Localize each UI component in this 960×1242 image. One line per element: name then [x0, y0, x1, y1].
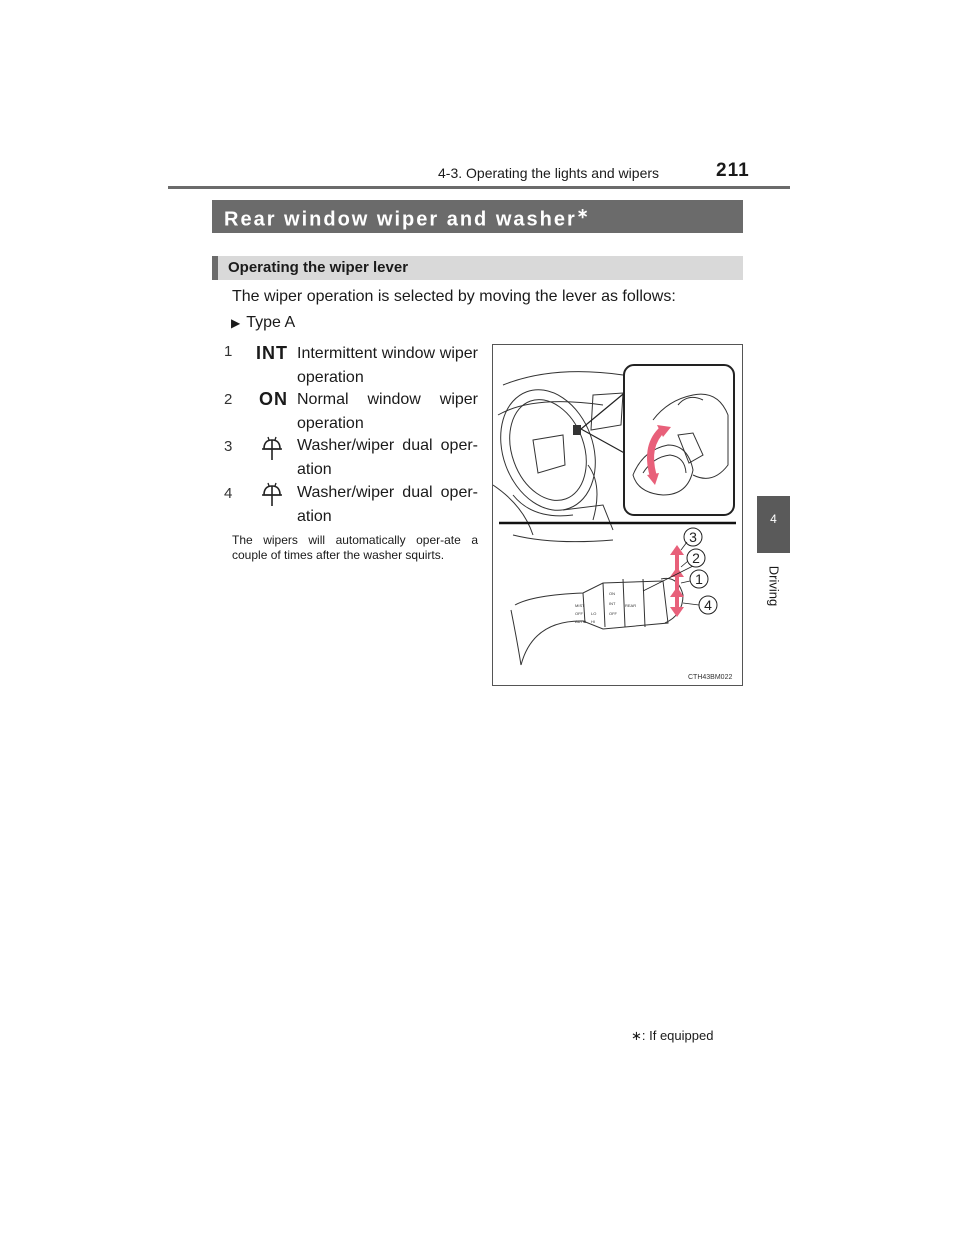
on-symbol: ON	[259, 389, 288, 409]
lever-label: ON	[609, 591, 615, 596]
callout-1: 1	[695, 571, 703, 587]
int-symbol: INT	[256, 343, 288, 363]
header-rule	[168, 186, 790, 189]
running-header: 4-3. Operating the lights and wipers	[438, 165, 660, 181]
lever-label: OFF	[609, 611, 617, 616]
callout-4: 4	[704, 597, 712, 613]
figure-code: CTH43BM022	[688, 674, 733, 681]
lever-label: MIST	[575, 603, 585, 608]
lever-label: INT	[609, 601, 616, 606]
item-description: Normal window wiper operation	[297, 391, 478, 432]
wiper-lever-illustration	[493, 345, 742, 685]
section-title: Rear window wiper and washer∗	[224, 205, 589, 231]
lever-labels	[575, 591, 636, 624]
direction-arrows	[670, 545, 684, 617]
washer-icon	[259, 482, 285, 508]
item-number: 1	[224, 343, 233, 360]
triangle-bullet-icon: ▶	[231, 316, 241, 330]
lever-label: AUTO	[575, 619, 587, 624]
dashboard-sketch	[493, 372, 623, 542]
lever-label: LO	[591, 611, 597, 616]
item-description: Intermittent window wiper operation	[297, 345, 478, 386]
item-description: Washer/wiper dual oper-ation	[297, 437, 478, 478]
item-number: 2	[224, 391, 233, 408]
item-number: 3	[224, 438, 233, 455]
chapter-tab-label: Driving	[766, 565, 782, 607]
wiper-lever-figure	[492, 344, 743, 686]
item-description: Washer/wiper dual oper-ation	[297, 484, 478, 525]
note-text: The wipers will automatically oper-ate a couple of times after the washer squirts.	[232, 533, 478, 562]
inset-frame	[624, 365, 734, 515]
equipped-mark: ∗	[576, 205, 589, 221]
chapter-tab-number: 4	[770, 512, 777, 526]
intro-text: The wiper operation is selected by moving the lever as follows:	[232, 288, 676, 305]
item-number: 4	[224, 485, 233, 502]
lever-tip	[573, 425, 581, 435]
lever-label: REAR	[625, 603, 637, 608]
type-label: ▶ Type A	[231, 314, 296, 331]
callout-2: 2	[692, 550, 700, 566]
lever-label: HI	[591, 619, 595, 624]
footnote: ∗: If equipped	[631, 1028, 714, 1043]
lever-label: OFF	[575, 611, 583, 616]
callout-3: 3	[689, 529, 697, 545]
page-number: 211	[716, 160, 750, 181]
washer-icon	[259, 436, 285, 462]
subsection-title: Operating the wiper lever	[228, 259, 409, 276]
callout-group	[684, 528, 717, 614]
lever-sketch	[511, 578, 683, 665]
subsection-accent	[212, 256, 218, 280]
